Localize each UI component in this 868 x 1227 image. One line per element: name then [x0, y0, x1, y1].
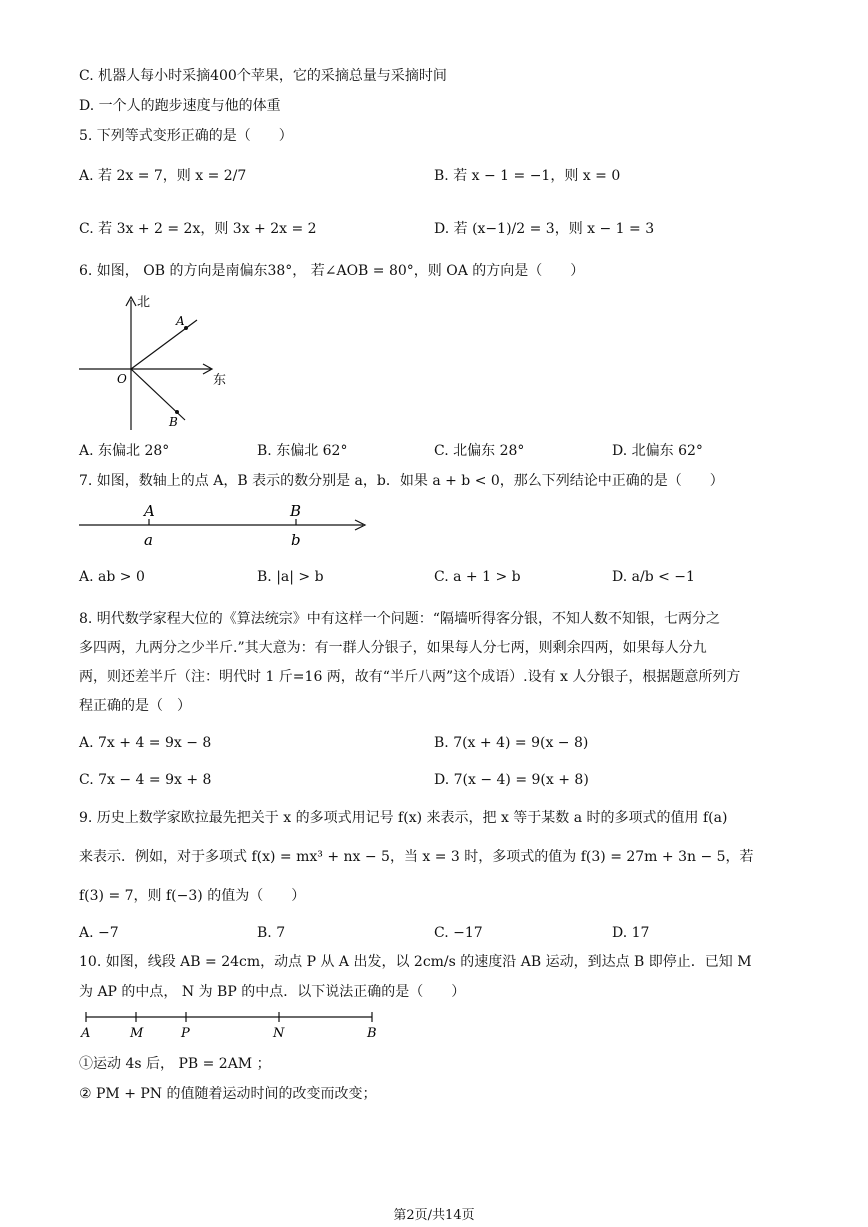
q10-statement-2: ② PM + PN 的值随着运动时间的改变而改变； [79, 1086, 377, 1102]
label-n: N [273, 1026, 285, 1041]
label-b: B [367, 1026, 377, 1041]
q7-option-d: D. a/b < −1 [612, 569, 695, 585]
point-a-label: A [176, 314, 185, 328]
question-5-stem: 5. 下列等式变形正确的是（ ） [79, 128, 293, 144]
q5-option-c: C. 若 3x + 2 = 2x，则 3x + 2x = 2 [79, 221, 317, 237]
q9-option-d: D. 17 [612, 925, 650, 941]
q7-option-b: B. |a| > b [257, 569, 324, 585]
q5-option-d: D. 若 (x−1)/2 = 3，则 x − 1 = 3 [434, 221, 655, 237]
q7-option-a: A. ab > 0 [79, 569, 145, 585]
question-9-line-2: 来表示．例如，对于多项式 f(x) = mx³ + nx − 5，当 x = 3 时，多项式的值为 f(3) = 27m + 3n − 5，若 [79, 849, 754, 865]
q6-option-d: D. 北偏东 62° [612, 443, 703, 459]
q8-option-c: C. 7x − 4 = 9x + 8 [79, 772, 212, 788]
question-10-line-1: 10. 如图，线段 AB = 24cm，动点 P 从 A 出发，以 2cm/s 的速度沿 AB 运动，到达点 B 即停止．已知 M [79, 954, 752, 970]
q8-option-d: D. 7(x − 4) = 9(x + 8) [434, 772, 589, 788]
north-label: 北 [137, 295, 151, 310]
question-8-line-4: 程正确的是（ ） [79, 698, 191, 714]
q6-option-c: C. 北偏东 28° [434, 443, 525, 459]
q10-statement-1: ①运动 4s 后， PB = 2AM ； [79, 1056, 271, 1072]
value-b-label: b [291, 531, 301, 549]
label-a: A [81, 1026, 91, 1041]
q8-option-b: B. 7(x + 4) = 9(x − 8) [434, 735, 589, 751]
q5-option-b: B. 若 x − 1 = −1，则 x = 0 [434, 168, 621, 184]
q5-option-a: A. 若 2x = 7，则 x = 2/7 [79, 168, 247, 184]
q9-option-c: C. −17 [434, 925, 483, 941]
question-9-line-1: 9. 历史上数学家欧拉最先把关于 x 的多项式用记号 f(x) 来表示，把 x 等于某数 a 时的多项式的值用 f(a) [79, 810, 728, 826]
q7-number-line [75, 497, 375, 552]
label-m: M [130, 1026, 144, 1041]
question-6-stem: 6. 如图， OB 的方向是南偏东38°， 若∠AOB = 80°，则 OA 的方向是（ ） [79, 263, 585, 279]
question-8-line-3: 两，则还差半斤（注：明代时 1 斤=16 两，故有“半斤八两”这个成语）.设有 x 人分银子，根据题意所列方 [79, 669, 741, 685]
q10-segment-figure [78, 1008, 388, 1044]
option-line-d-prev: D. 一个人的跑步速度与他的体重 [79, 98, 281, 114]
question-10-line-2: 为 AP 的中点， N 为 BP 的中点．以下说法正确的是（ ） [79, 984, 466, 1000]
label-p: P [181, 1026, 190, 1041]
point-b-label: B [169, 415, 178, 429]
q8-option-a: A. 7x + 4 = 9x − 8 [79, 735, 212, 751]
question-8-line-1: 8. 明代数学家程大位的《算法统宗》中有这样一个问题：“隔墙听得客分银，不知人数不知银，七两分之 [79, 611, 720, 627]
question-8-line-2: 多四两，九两分之少半斤.”其大意为：有一群人分银子，如果每人分七两，则剩余四两，如果每人分九 [79, 640, 707, 656]
question-9-line-3: f(3) = 7，则 f(−3) 的值为（ ） [79, 888, 306, 904]
q9-option-a: A. −7 [79, 925, 119, 941]
q6-option-b: B. 东偏北 62° [257, 443, 348, 459]
q7-option-c: C. a + 1 > b [434, 569, 521, 585]
point-b-label: B [290, 502, 302, 520]
q6-option-a: A. 东偏北 28° [79, 443, 170, 459]
question-7-stem: 7. 如图，数轴上的点 A，B 表示的数分别是 a，b．如果 a + b < 0，那么下列结论中正确的是（ ） [79, 473, 724, 489]
option-line-c-prev: C. 机器人每小时采摘400个苹果，它的采摘总量与采摘时间 [79, 68, 447, 84]
q6-compass-figure [75, 292, 235, 432]
origin-label: O [117, 372, 127, 386]
page-footer: 第2页/共14页 [393, 1208, 475, 1223]
q9-option-b: B. 7 [257, 925, 286, 941]
point-b-dot [175, 410, 179, 414]
east-label: 东 [213, 373, 227, 388]
point-a-label: A [144, 502, 155, 520]
value-a-label: a [144, 531, 153, 549]
